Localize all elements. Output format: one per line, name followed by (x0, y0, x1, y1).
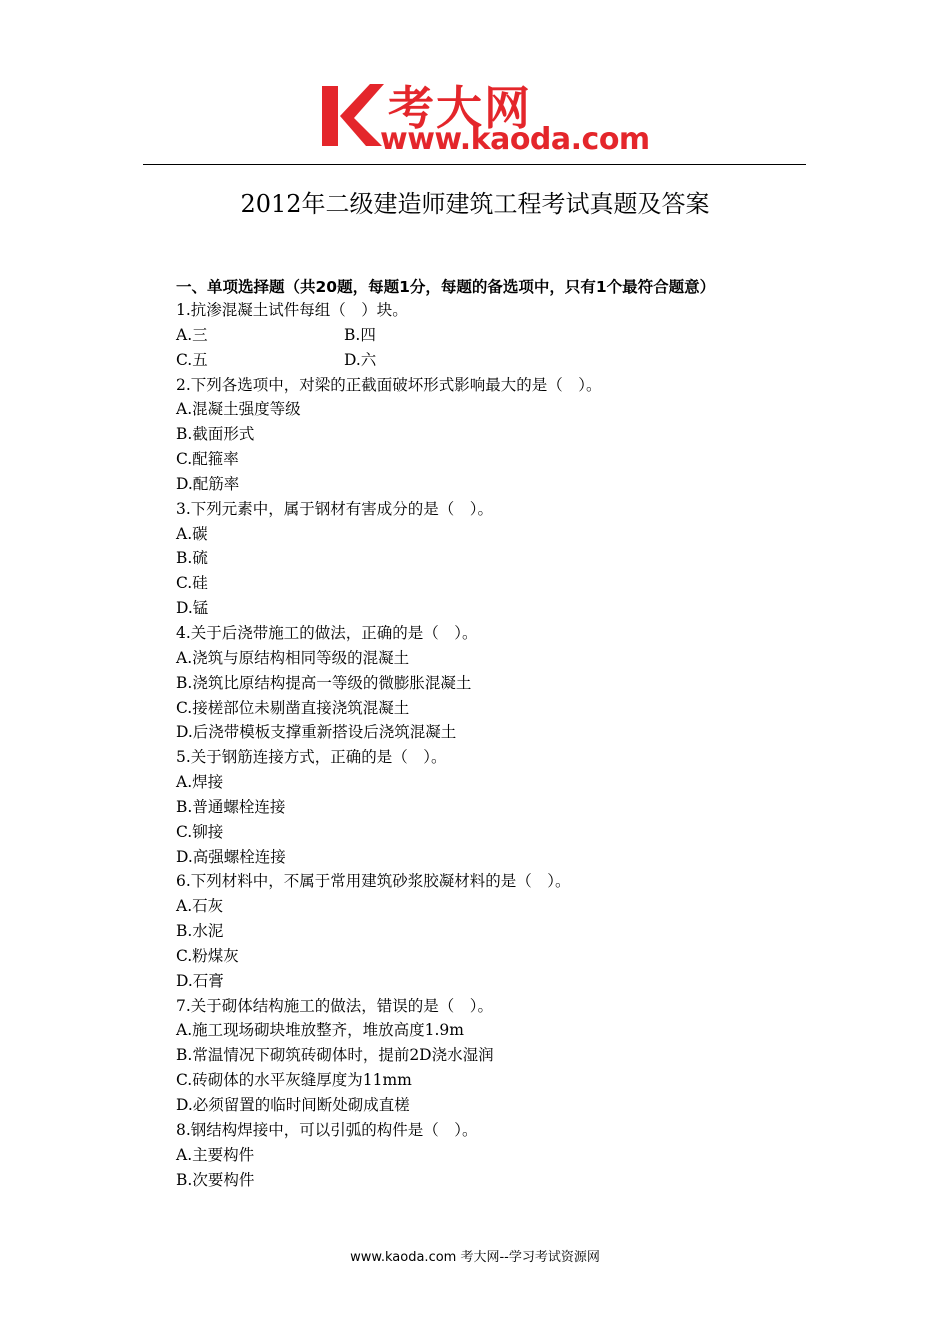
line-text: C.硅 (176, 574, 208, 593)
line-text: 2.下列各选项中，对梁的正截面破坏形式影响最大的是（ ）。 (176, 375, 602, 394)
line-text: 6.下列材料中，不属于常用建筑砂浆胶凝材料的是（ ）。 (176, 872, 571, 891)
line-text: B.截面形式 (176, 425, 255, 444)
answer-option (176, 845, 816, 870)
question-stem (176, 497, 816, 522)
logo-url: www.kaoda.com (380, 122, 650, 157)
answer-option (176, 969, 816, 994)
logo-k-mark-icon (318, 80, 386, 150)
line-text-second-option: D.六 (344, 350, 377, 369)
line-text: D.必须留置的临时间断处砌成直槎 (176, 1096, 410, 1114)
line-text: D.后浇带模板支撑重新搭设后浇筑混凝土 (176, 723, 457, 742)
header-rule (143, 164, 806, 165)
line-text: C.粉煤灰 (176, 946, 239, 965)
line-text: C.铆接 (176, 822, 224, 841)
line-text: C.砖砌体的水平灰缝厚度为11mm (176, 1071, 412, 1090)
answer-option (176, 596, 816, 621)
line-text: 8.钢结构焊接中，可以引弧的构件是（ ）。 (176, 1120, 478, 1139)
answer-option (176, 447, 816, 472)
answer-option (176, 1093, 816, 1118)
line-text: 5.关于钢筋连接方式，正确的是（ ）。 (176, 748, 447, 767)
line-text: A.浇筑与原结构相同等级的混凝土 (176, 648, 410, 667)
document-title: 2012年二级建造师建筑工程考试真题及答案 (240, 190, 710, 218)
line-text: 7.关于砌体结构施工的做法，错误的是（ ）。 (176, 996, 494, 1015)
line-text: B.硫 (176, 549, 208, 568)
answer-option (176, 671, 816, 696)
line-text: B.次要构件 (176, 1170, 255, 1189)
logo-chinese-name: 考大网 (388, 81, 532, 135)
line-text: A.主要构件 (176, 1145, 255, 1164)
answer-option (176, 1068, 816, 1093)
line-text: C.五 (176, 350, 208, 369)
answer-option (176, 944, 816, 969)
page-footer: www.kaoda.com 考大网--学习考试资源网 (350, 1250, 600, 1265)
line-text: C.配箍率 (176, 450, 239, 469)
question-stem (176, 298, 816, 323)
line-text: B.普通螺栓连接 (176, 797, 286, 816)
answer-option (176, 795, 816, 820)
answer-option (176, 820, 816, 845)
line-text: B.常温情况下砌筑砖砌体时，提前2D浇水湿润 (176, 1046, 494, 1065)
question-stem (176, 1118, 816, 1143)
answer-option (176, 546, 816, 571)
line-text: D.石膏 (176, 971, 224, 990)
line-text: 4.关于后浇带施工的做法，正确的是（ ）。 (176, 623, 478, 642)
line-text: 1.抗渗混凝土试件每组（ ）块。 (176, 301, 408, 319)
answer-option (176, 696, 816, 721)
line-text: B.水泥 (176, 922, 224, 941)
answer-option (176, 472, 816, 497)
answer-option (176, 770, 816, 795)
question-stem (176, 869, 816, 894)
line-text-second-option: B.四 (344, 325, 376, 344)
question-stem (176, 373, 816, 398)
answer-option (176, 522, 816, 547)
line-text: A.三 (176, 325, 208, 344)
kaoda-logo (318, 78, 650, 160)
line-text: 3.下列元素中，属于钢材有害成分的是（ ）。 (176, 499, 494, 518)
answer-option (176, 1168, 816, 1193)
question-stem (176, 994, 816, 1019)
line-text: A.施工现场砌块堆放整齐，堆放高度1.9m (176, 1021, 464, 1040)
answer-option (176, 720, 816, 745)
line-text: A.石灰 (176, 897, 224, 916)
line-text: A.混凝土强度等级 (176, 400, 301, 419)
answer-option (176, 919, 816, 944)
question-list (176, 298, 816, 1192)
section-heading: 一、单项选择题（共20题，每题1分，每题的备选项中，只有1个最符合题意） (176, 278, 716, 296)
line-text: B.浇筑比原结构提高一等级的微膨胀混凝土 (176, 673, 472, 692)
line-text: C.接槎部位未剔凿直接浇筑混凝土 (176, 698, 410, 717)
answer-option (176, 1043, 816, 1068)
question-stem (176, 745, 816, 770)
line-text: D.配筋率 (176, 474, 240, 493)
answer-option (176, 1018, 816, 1043)
answer-option (176, 894, 816, 919)
line-text: D.高强螺栓连接 (176, 847, 286, 866)
answer-option (176, 646, 816, 671)
answer-option (176, 422, 816, 447)
answer-option (176, 397, 816, 422)
line-text: A.碳 (176, 524, 208, 543)
line-text: D.锰 (176, 599, 209, 618)
question-stem (176, 621, 816, 646)
answer-option (176, 571, 816, 596)
answer-option (176, 348, 816, 373)
line-text: A.焊接 (176, 773, 224, 792)
answer-option (176, 323, 816, 348)
answer-option (176, 1143, 816, 1168)
